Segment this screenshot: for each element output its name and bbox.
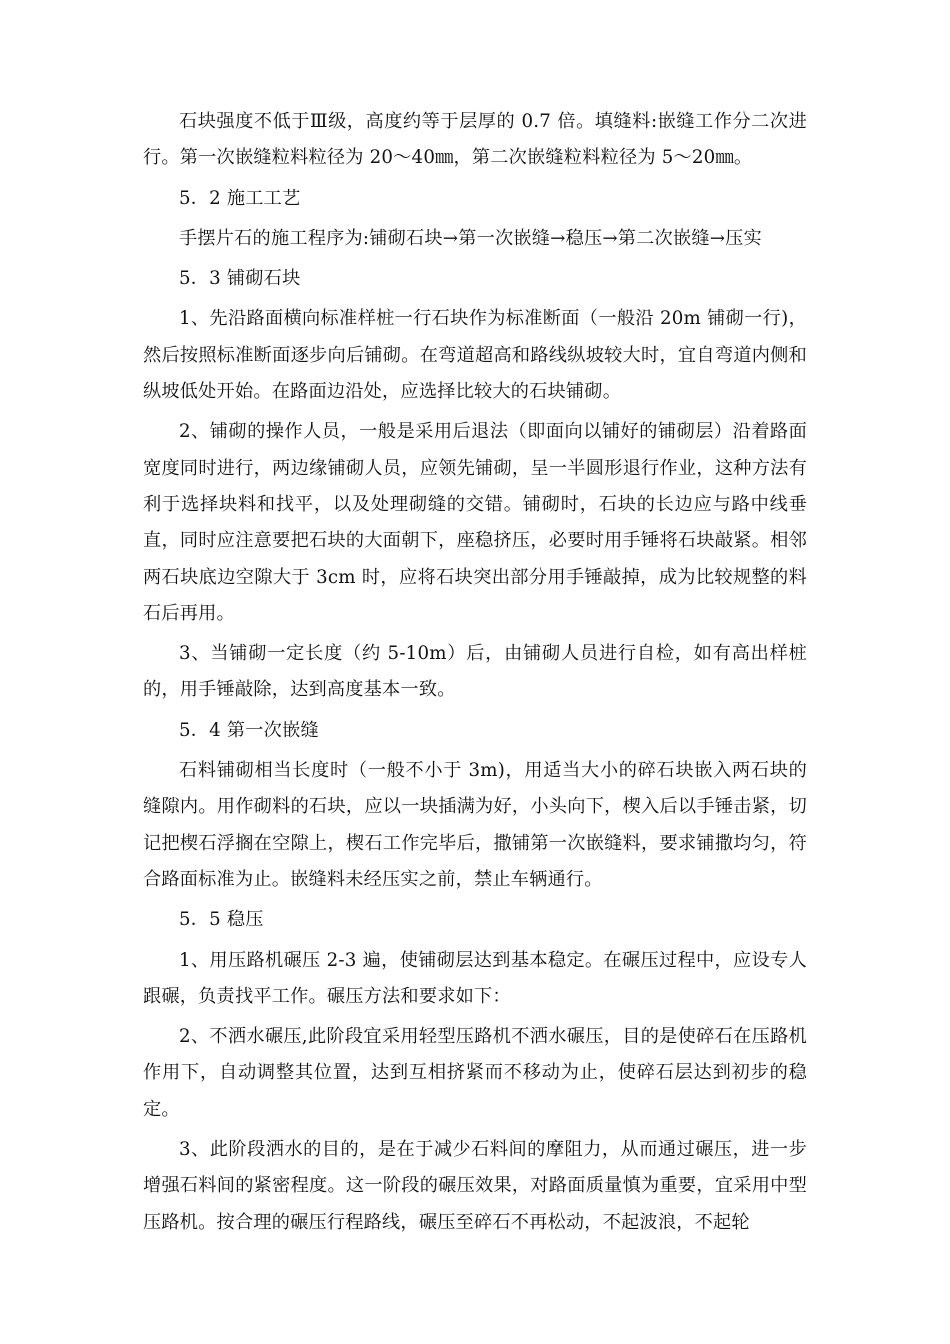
paragraph-paving-1: 1、先沿路面横向标准样桩一行石块作为标准断面（一般沿 20m 铺砌一行)，然后按照标准断面逐步向后铺砌。在弯道超高和路线纵坡较大时，宜自弯道内侧和纵坡低处开始。在路面边沿处，应选择比较大的石块铺砌。 bbox=[143, 308, 807, 403]
paragraph-stabilize-3: 3、此阶段洒水的目的，是在于减少石料间的摩阻力，从而通过碾压，进一步增强石料间的紧密程度。这一阶段的碾压效果，对路面质量慎为重要，宜采用中型压路机。按合理的碾压行程路线，碾压至碎石不再松动，不起波浪，不起轮 bbox=[143, 1139, 807, 1233]
section-heading-5-4: 5．4 第一次嵌缝 bbox=[179, 719, 319, 741]
section-heading-5-5: 5．5 稳压 bbox=[179, 909, 264, 931]
section-heading-5-3: 5．3 铺砌石块 bbox=[179, 268, 301, 290]
paragraph-first-joint-filling: 石料铺砌相当长度时（一般不小于 3m)，用适当大小的碎石块嵌入两石块的缝隙内。用作砌料的石块，应以一块插满为好，小头向下，楔入后以手锤击紧，切记把楔石浮搁在空隙上，楔石工作完毕后，撒铺第一次嵌缝料，要求铺撒均匀，符合路面标准为止。嵌缝料未经压实之前，禁止车辆通行。 bbox=[143, 760, 807, 890]
document-body bbox=[143, 104, 807, 1245]
paragraph-paving-3: 3、当铺砌一定长度（约 5-10m）后，由铺砌人员进行自检，如有高出样桩的，用手锤敲除，达到高度基本一致。 bbox=[143, 643, 807, 701]
paragraph-stone-strength: 石块强度不低于Ⅲ级，高度约等于层厚的 0.7 倍。填缝料:嵌缝工作分二次进行。第一次嵌缝粒料粒径为 20～40㎜，第二次嵌缝粒料粒径为 5～20㎜。 bbox=[143, 111, 807, 169]
paragraph-stabilize-2: 2、不洒水碾压,此阶段宜采用轻型压路机不洒水碾压，目的是使碎石在压路机作用下，自动调整其位置，达到互相挤紧而不移动为止，使碎石层达到初步的稳定。 bbox=[143, 1026, 807, 1120]
paragraph-procedure: 手摆片石的施工程序为:铺砌石块→第一次嵌缝→稳压→第二次嵌缝→压实 bbox=[179, 227, 762, 249]
section-heading-5-2: 5．2 施工工艺 bbox=[179, 187, 301, 209]
paragraph-stabilize-1: 1、用压路机碾压 2-3 遍，使铺砌层达到基本稳定。在碾压过程中，应设专人跟碾，负责找平工作。碾压方法和要求如下： bbox=[143, 949, 807, 1007]
paragraph-paving-2: 2、铺砌的操作人员，一般是采用后退法（即面向以铺好的铺砌层）沿着路面宽度同时进行，两边缘铺砌人员，应领先铺砌，呈一半圆形退行作业，这种方法有利于选择块料和找平，以及处理砌缝的交错。铺砌时，石块的长边应与路中线垂直，同时应注意要把石块的大面朝下，座稳挤压，必要时用手锤将石块敲紧。相邻两石块底边空隙大于 3cm 时，应将石块突出部分用手锤敲掉，成为比较规整的料石后再用。 bbox=[143, 421, 807, 624]
